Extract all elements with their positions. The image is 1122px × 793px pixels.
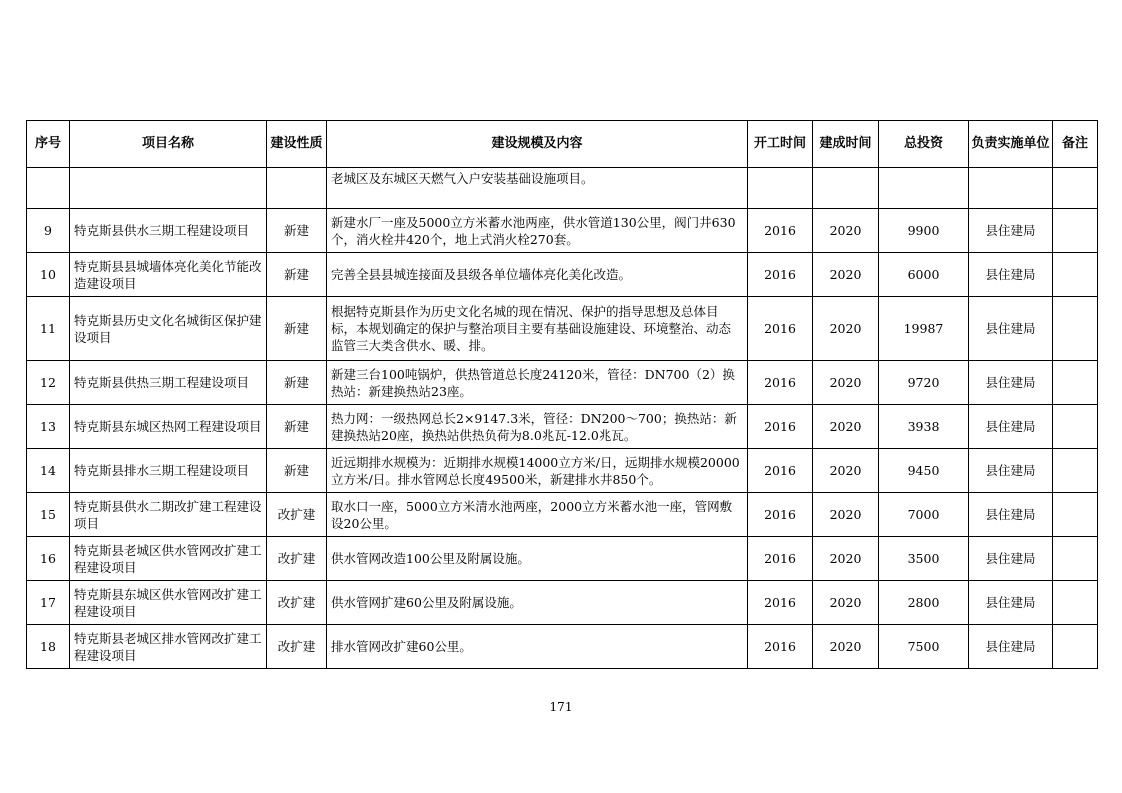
header-start: 开工时间 — [748, 121, 813, 168]
cell-seq: 17 — [27, 581, 70, 625]
cell-seq: 12 — [27, 361, 70, 405]
cell-remark — [1053, 253, 1098, 297]
cell-content: 完善全县县城连接面及县级各单位墙体亮化美化改造。 — [327, 253, 748, 297]
cell-start: 2016 — [748, 581, 813, 625]
cell-nature: 新建 — [267, 297, 327, 361]
table-row — [27, 209, 1098, 253]
cell-start: 2016 — [748, 209, 813, 253]
cell-name: 特克斯县供水三期工程建设项目 — [70, 209, 267, 253]
cell-end: 2020 — [813, 405, 879, 449]
header-content: 建设规模及内容 — [327, 121, 748, 168]
table-row — [27, 493, 1098, 537]
cell-name: 特克斯县排水三期工程建设项目 — [70, 449, 267, 493]
cell-end — [813, 168, 879, 209]
cell-end: 2020 — [813, 449, 879, 493]
table-row — [27, 625, 1098, 669]
cell-seq: 15 — [27, 493, 70, 537]
cell-remark — [1053, 361, 1098, 405]
cell-remark — [1053, 168, 1098, 209]
table-row — [27, 297, 1098, 361]
cell-name: 特克斯县供热三期工程建设项目 — [70, 361, 267, 405]
cell-content: 供水管网扩建60公里及附属设施。 — [327, 581, 748, 625]
cell-content: 取水口一座，5000立方米清水池两座，2000立方米蓄水池一座，管网敷设20公里。 — [327, 493, 748, 537]
header-end: 建成时间 — [813, 121, 879, 168]
header-investment: 总投资 — [879, 121, 969, 168]
cell-nature: 改扩建 — [267, 581, 327, 625]
cell-end: 2020 — [813, 297, 879, 361]
cell-nature: 新建 — [267, 405, 327, 449]
cell-content: 老城区及东城区天燃气入户安装基础设施项目。 — [327, 168, 748, 209]
cell-nature: 新建 — [267, 361, 327, 405]
cell-unit: 县住建局 — [969, 581, 1053, 625]
cell-content: 热力网：一级热网总长2×9147.3米，管径：DN200～700；换热站：新建换热站20座，换热站供热负荷为8.0兆瓦-12.0兆瓦。 — [327, 405, 748, 449]
cell-remark — [1053, 449, 1098, 493]
cell-seq: 10 — [27, 253, 70, 297]
table-row — [27, 405, 1098, 449]
cell-end: 2020 — [813, 581, 879, 625]
cell-seq: 11 — [27, 297, 70, 361]
cell-remark — [1053, 209, 1098, 253]
cell-nature: 改扩建 — [267, 537, 327, 581]
cell-remark — [1053, 625, 1098, 669]
cell-remark — [1053, 493, 1098, 537]
cell-remark — [1053, 405, 1098, 449]
cell-content: 新建水厂一座及5000立方米蓄水池两座，供水管道130公里，阀门井630个，消火栓井420个，地上式消火栓270套。 — [327, 209, 748, 253]
cell-investment: 7000 — [879, 493, 969, 537]
header-name: 项目名称 — [70, 121, 267, 168]
table-row — [27, 361, 1098, 405]
cell-seq — [27, 168, 70, 209]
table-row — [27, 581, 1098, 625]
cell-start: 2016 — [748, 253, 813, 297]
cell-start: 2016 — [748, 405, 813, 449]
cell-investment: 7500 — [879, 625, 969, 669]
cell-content: 供水管网改造100公里及附属设施。 — [327, 537, 748, 581]
table-row — [27, 253, 1098, 297]
cell-end: 2020 — [813, 493, 879, 537]
cell-seq: 9 — [27, 209, 70, 253]
cell-nature: 新建 — [267, 253, 327, 297]
cell-name: 特克斯县老城区排水管网改扩建工程建设项目 — [70, 625, 267, 669]
cell-unit — [969, 168, 1053, 209]
cell-name: 特克斯县供水二期改扩建工程建设项目 — [70, 493, 267, 537]
cell-nature — [267, 168, 327, 209]
table-row-continued — [27, 168, 1098, 209]
cell-remark — [1053, 297, 1098, 361]
cell-investment: 19987 — [879, 297, 969, 361]
cell-end: 2020 — [813, 253, 879, 297]
cell-start: 2016 — [748, 449, 813, 493]
cell-unit: 县住建局 — [969, 361, 1053, 405]
header-remark: 备注 — [1053, 121, 1098, 168]
cell-name — [70, 168, 267, 209]
cell-content: 根据特克斯县作为历史文化名城的现在情况、保护的指导思想及总体目标，本规划确定的保护与整治项目主要有基础设施建设、环境整治、动态监管三大类含供水、暖、排。 — [327, 297, 748, 361]
cell-unit: 县住建局 — [969, 625, 1053, 669]
cell-content: 排水管网改扩建60公里。 — [327, 625, 748, 669]
table-row — [27, 449, 1098, 493]
cell-investment: 3500 — [879, 537, 969, 581]
cell-unit: 县住建局 — [969, 449, 1053, 493]
cell-name: 特克斯县东城区热网工程建设项目 — [70, 405, 267, 449]
cell-seq: 18 — [27, 625, 70, 669]
cell-end: 2020 — [813, 361, 879, 405]
cell-seq: 13 — [27, 405, 70, 449]
cell-start: 2016 — [748, 537, 813, 581]
cell-investment: 9450 — [879, 449, 969, 493]
cell-unit: 县住建局 — [969, 405, 1053, 449]
cell-investment: 3938 — [879, 405, 969, 449]
header-nature: 建设性质 — [267, 121, 327, 168]
project-table — [26, 120, 1098, 669]
cell-name: 特克斯县老城区供水管网改扩建工程建设项目 — [70, 537, 267, 581]
header-seq: 序号 — [27, 121, 70, 168]
cell-remark — [1053, 537, 1098, 581]
cell-nature: 新建 — [267, 449, 327, 493]
cell-unit: 县住建局 — [969, 537, 1053, 581]
cell-name: 特克斯县历史文化名城街区保护建设项目 — [70, 297, 267, 361]
cell-start — [748, 168, 813, 209]
cell-content: 近远期排水规模为：近期排水规模14000立方米/日，远期排水规模20000立方米/日。排水管网总长度49500米，新建排水井850个。 — [327, 449, 748, 493]
cell-investment: 9900 — [879, 209, 969, 253]
cell-remark — [1053, 581, 1098, 625]
cell-investment — [879, 168, 969, 209]
cell-end: 2020 — [813, 537, 879, 581]
cell-name: 特克斯县东城区供水管网改扩建工程建设项目 — [70, 581, 267, 625]
cell-start: 2016 — [748, 297, 813, 361]
cell-start: 2016 — [748, 361, 813, 405]
cell-seq: 16 — [27, 537, 70, 581]
cell-start: 2016 — [748, 625, 813, 669]
cell-seq: 14 — [27, 449, 70, 493]
header-unit: 负责实施单位 — [969, 121, 1053, 168]
cell-unit: 县住建局 — [969, 209, 1053, 253]
cell-unit: 县住建局 — [969, 253, 1053, 297]
cell-investment: 9720 — [879, 361, 969, 405]
cell-start: 2016 — [748, 493, 813, 537]
cell-nature: 新建 — [267, 209, 327, 253]
cell-content: 新建三台100吨锅炉，供热管道总长度24120米，管径：DN700（2）换热站：新建换热站23座。 — [327, 361, 748, 405]
cell-name: 特克斯县县城墙体亮化美化节能改造建设项目 — [70, 253, 267, 297]
page-number: 171 — [549, 700, 573, 714]
cell-end: 2020 — [813, 209, 879, 253]
table-row — [27, 537, 1098, 581]
cell-unit: 县住建局 — [969, 493, 1053, 537]
cell-nature: 改扩建 — [267, 625, 327, 669]
cell-end: 2020 — [813, 625, 879, 669]
cell-investment: 2800 — [879, 581, 969, 625]
table-header-row — [27, 121, 1098, 168]
cell-unit: 县住建局 — [969, 297, 1053, 361]
cell-nature: 改扩建 — [267, 493, 327, 537]
cell-investment: 6000 — [879, 253, 969, 297]
